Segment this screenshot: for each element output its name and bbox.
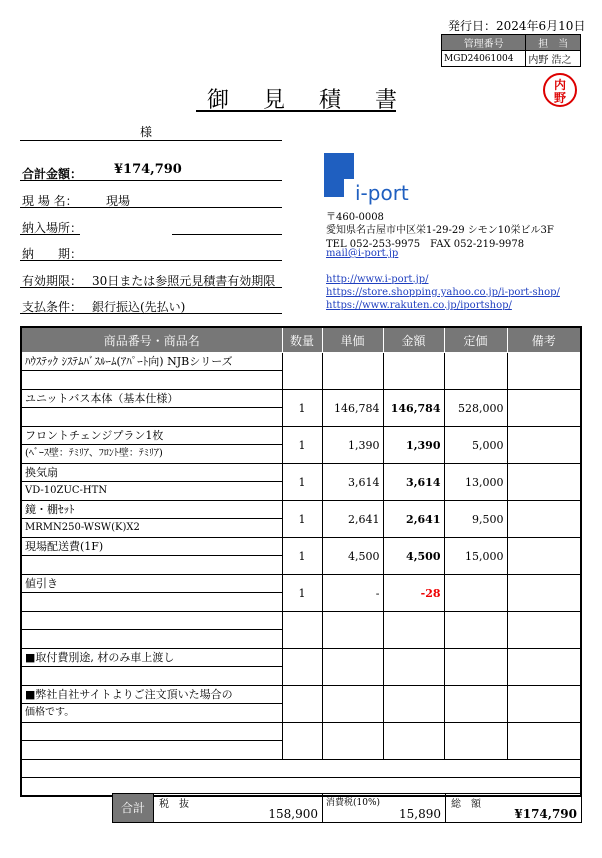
item-list-price: 13,000 — [444, 464, 507, 501]
item-amount: 3,614 — [383, 464, 444, 501]
item-unit-price — [322, 353, 383, 390]
field-site-label: 現 場 名： — [22, 194, 78, 208]
item-list-price — [444, 649, 507, 686]
item-name — [22, 612, 282, 630]
item-unit-price: 4,500 — [322, 538, 383, 575]
item-unit-price — [322, 649, 383, 686]
issue-date: 発行日：2024年6月10日 — [448, 19, 586, 33]
mgmt-no-label: 管理番号 — [442, 35, 526, 51]
field-payment-label: 支払条件： — [22, 300, 83, 314]
spacer-row — [21, 760, 581, 778]
table-row — [21, 353, 581, 390]
item-unit-price — [322, 612, 383, 649]
item-note — [507, 464, 581, 501]
item-amount: -28 — [383, 575, 444, 612]
items-body — [21, 353, 581, 760]
item-qty: 1 — [282, 538, 322, 575]
field-validity-value: 30日または参照元見積書有効期限 — [92, 274, 276, 288]
item-detail — [25, 630, 279, 648]
item-list-price: 528,000 — [444, 390, 507, 427]
item-list-price: 9,500 — [444, 501, 507, 538]
seal-char-1: 内 — [553, 78, 567, 92]
item-list-price: 15,000 — [444, 538, 507, 575]
item-detail: 価格です。 — [25, 707, 75, 718]
item-amount — [383, 649, 444, 686]
item-name-cell — [21, 464, 282, 501]
header-unit-price: 単価 — [322, 327, 383, 353]
tax-cell — [323, 794, 446, 822]
item-name: ■弊社自社サイトよりご注文頂いた場合の — [22, 686, 282, 704]
item-name-cell — [21, 353, 282, 390]
rakuten-store-link[interactable]: https://www.rakuten.co.jp/iportshop/ — [326, 300, 512, 311]
company-phone: TEL 052-253-9975 FAX 052-219-9978 — [326, 239, 525, 250]
company-email-link[interactable]: mail@i-port.jp — [326, 248, 399, 259]
item-name: ユニットバス本体（基本仕様） — [22, 390, 282, 408]
header-amount: 金額 — [383, 327, 444, 353]
table-row — [21, 464, 581, 501]
item-unit-price — [322, 723, 383, 760]
item-detail: MRMN250-WSW(K)X2 — [25, 522, 140, 533]
totals-bar — [112, 793, 582, 823]
table-row — [21, 538, 581, 575]
customer-suffix: 様 — [140, 125, 153, 139]
field-delivery-label: 納 期： — [22, 247, 83, 261]
item-amount — [383, 723, 444, 760]
company-postal: 〒460-0008 — [326, 212, 384, 223]
total-cell — [446, 794, 581, 822]
item-detail — [25, 741, 279, 759]
item-note — [507, 649, 581, 686]
item-amount — [383, 612, 444, 649]
item-name-cell — [21, 501, 282, 538]
item-name: 現場配送費(1F) — [22, 538, 282, 556]
item-list-price — [444, 612, 507, 649]
item-amount: 1,390 — [383, 427, 444, 464]
item-qty: 1 — [282, 427, 322, 464]
item-name-cell — [21, 612, 282, 649]
item-name: 鏡・棚ｾｯﾄ — [22, 501, 282, 519]
item-name — [22, 723, 282, 741]
item-unit-price: 1,390 — [322, 427, 383, 464]
subtotal-value: 158,900 — [268, 807, 318, 821]
item-note — [507, 501, 581, 538]
item-amount: 2,641 — [383, 501, 444, 538]
item-qty — [282, 353, 322, 390]
items-table — [20, 326, 582, 797]
item-detail: (ﾍﾞｰｽ壁：ﾃﾐﾘｱ、ﾌﾛﾝﾄ壁：ﾃﾐﾘｱ) — [25, 448, 163, 459]
field-site-value: 現場 — [106, 194, 131, 208]
item-note — [507, 575, 581, 612]
item-detail — [25, 593, 279, 611]
item-qty: 1 — [282, 501, 322, 538]
item-name: ﾊｳｽﾃｯｸ ｼｽﾃﾑﾊﾞｽﾙｰﾑ(ｱﾊﾟｰﾄ向) NJBシリーズ — [22, 353, 282, 371]
table-row — [21, 390, 581, 427]
table-row — [21, 501, 581, 538]
field-total-value: ¥174,790 — [114, 162, 182, 177]
totals-label: 合計 — [113, 794, 154, 822]
field-location-label: 納入場所： — [22, 221, 83, 235]
item-qty: 1 — [282, 464, 322, 501]
item-name: フロントチェンジプラン1枚 — [22, 427, 282, 445]
header-qty: 数量 — [282, 327, 322, 353]
item-unit-price: 2,641 — [322, 501, 383, 538]
table-row — [21, 612, 581, 649]
item-unit-price: 3,614 — [322, 464, 383, 501]
item-amount — [383, 353, 444, 390]
item-note — [507, 390, 581, 427]
staff-name: 内野 浩之 — [526, 51, 581, 67]
item-name-cell — [21, 649, 282, 686]
item-list-price — [444, 686, 507, 723]
logo-mark — [324, 153, 354, 197]
item-qty — [282, 686, 322, 723]
item-note — [507, 353, 581, 390]
header-list-price: 定価 — [444, 327, 507, 353]
subtotal-label: 税 抜 — [159, 799, 189, 810]
header-product: 商品番号・商品名 — [21, 327, 282, 353]
item-qty — [282, 612, 322, 649]
item-detail — [25, 667, 279, 685]
item-list-price — [444, 723, 507, 760]
table-row — [21, 686, 581, 723]
staff-label: 担 当 — [526, 35, 581, 51]
item-name-cell — [21, 538, 282, 575]
item-qty: 1 — [282, 390, 322, 427]
item-list-price: 5,000 — [444, 427, 507, 464]
item-name: ■取付費別途, 材のみ車上渡し — [22, 649, 282, 667]
tax-label: 消費税(10%) — [326, 798, 381, 808]
subtotal-cell — [154, 794, 323, 822]
item-amount — [383, 686, 444, 723]
company-address: 愛知県名古屋市中区栄1-29-29 シモン10栄ビル3F — [326, 225, 554, 236]
item-amount: 4,500 — [383, 538, 444, 575]
item-name: 値引き — [22, 575, 282, 593]
total-label: 総 額 — [451, 799, 481, 810]
item-note — [507, 538, 581, 575]
item-note — [507, 686, 581, 723]
item-name-cell — [21, 390, 282, 427]
document-title: 御 見 積 書 — [207, 88, 404, 113]
management-table — [441, 34, 581, 67]
table-row — [21, 427, 581, 464]
item-list-price — [444, 575, 507, 612]
header-note: 備考 — [507, 327, 581, 353]
item-detail — [25, 408, 279, 426]
website-link[interactable]: http://www.i-port.jp/ — [326, 274, 429, 285]
yahoo-store-link[interactable]: https://store.shopping.yahoo.co.jp/i-port-shop/ — [326, 287, 560, 298]
total-value: ¥174,790 — [514, 807, 577, 821]
field-payment-value: 銀行振込(先払い) — [92, 300, 186, 314]
item-name: 換気扇 — [22, 464, 282, 482]
item-detail — [25, 371, 279, 389]
item-qty: 1 — [282, 575, 322, 612]
table-row — [21, 723, 581, 760]
item-name-cell — [21, 723, 282, 760]
item-name-cell — [21, 575, 282, 612]
tax-value: 15,890 — [399, 807, 441, 821]
logo-text: i-port — [355, 181, 409, 205]
seal-stamp — [540, 70, 580, 110]
item-detail: VD-10ZUC-HTN — [25, 485, 108, 496]
field-validity-label: 有効期限： — [22, 274, 83, 288]
seal-char-2: 野 — [553, 91, 567, 105]
item-list-price — [444, 353, 507, 390]
item-qty — [282, 723, 322, 760]
item-amount: 146,784 — [383, 390, 444, 427]
item-unit-price: 146,784 — [322, 390, 383, 427]
field-total-label: 合計金額： — [22, 167, 83, 181]
table-row — [21, 649, 581, 686]
item-note — [507, 612, 581, 649]
item-note — [507, 427, 581, 464]
mgmt-no: MGD24061004 — [442, 51, 526, 67]
item-name-cell — [21, 686, 282, 723]
item-unit-price: - — [322, 575, 383, 612]
item-name-cell — [21, 427, 282, 464]
item-qty — [282, 649, 322, 686]
item-detail — [25, 556, 279, 574]
item-unit-price — [322, 686, 383, 723]
table-row — [21, 575, 581, 612]
item-note — [507, 723, 581, 760]
